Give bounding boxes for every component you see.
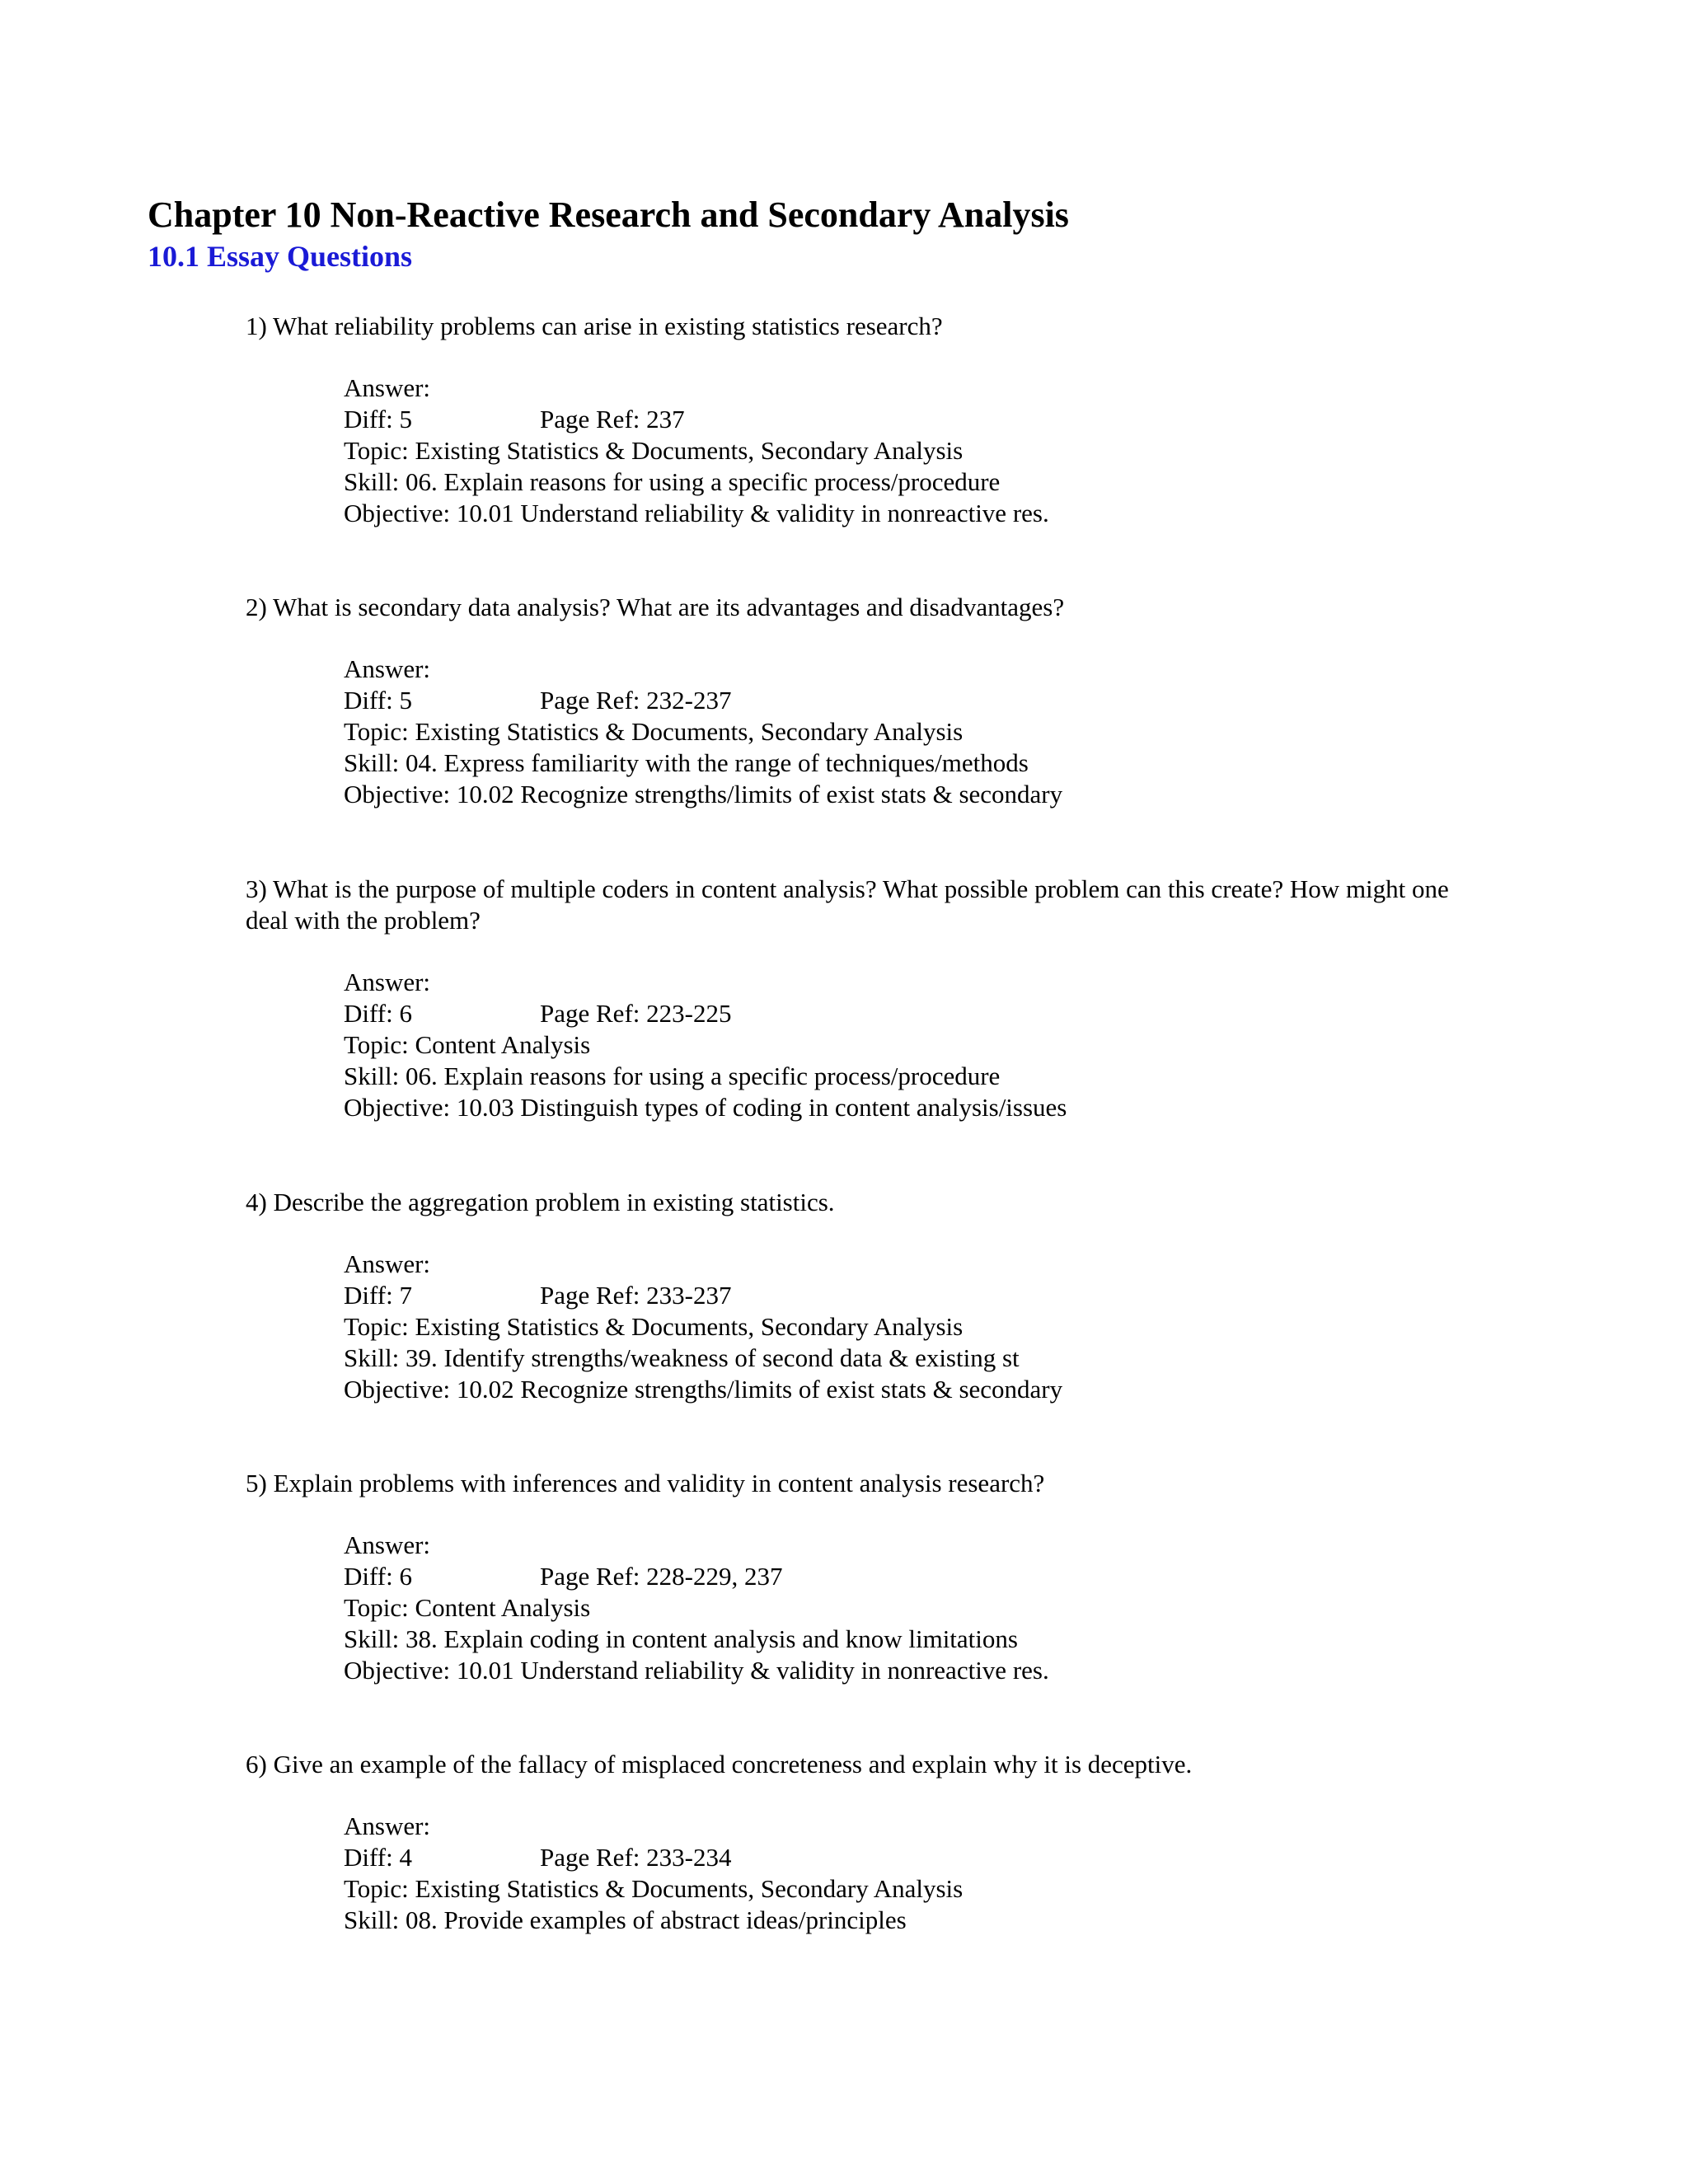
answer-label: Answer: (344, 1249, 431, 1278)
objective: Objective: 10.01 Understand reliability & validity in nonreactive res. (344, 499, 1049, 527)
difficulty: Diff: 5 (344, 686, 412, 715)
diff-pageref-line (344, 1842, 1465, 1873)
page-ref: Page Ref: 223-225 (540, 999, 732, 1028)
question-text: 1) What reliability problems can arise in existing statistics research? (246, 312, 943, 340)
objective: Objective: 10.03 Distinguish types of coding in content analysis/issues (344, 1093, 1067, 1122)
difficulty: Diff: 4 (344, 1843, 412, 1872)
skill: Skill: 04. Express familiarity with the range of techniques/methods (344, 748, 1029, 777)
question-metadata (344, 373, 1465, 529)
diff-pageref-line (344, 998, 1465, 1029)
question-text: 3) What is the purpose of multiple coders in content analysis? What possible problem can this create? How might one deal with the problem? (246, 874, 1449, 935)
diff-pageref-line (344, 404, 1465, 435)
question-block (246, 874, 1465, 1123)
question-text: 4) Describe the aggregation problem in existing statistics. (246, 1188, 835, 1216)
question-metadata (344, 1530, 1465, 1686)
question-block (246, 1187, 1465, 1405)
page-ref: Page Ref: 232-237 (540, 686, 732, 715)
question-text: 6) Give an example of the fallacy of misplaced concreteness and explain why it is deceptive. (246, 1750, 1193, 1779)
objective: Objective: 10.02 Recognize strengths/limits of exist stats & secondary (344, 780, 1063, 808)
section-title: 10.1 Essay Questions (148, 240, 413, 273)
answer-label: Answer: (344, 373, 431, 402)
chapter-title: Chapter 10 Non-Reactive Research and Secondary Analysis (148, 194, 1069, 235)
answer-label: Answer: (344, 1530, 431, 1559)
topic: Topic: Content Analysis (344, 1593, 591, 1622)
skill: Skill: 06. Explain reasons for using a specific process/procedure (344, 467, 1001, 496)
page-ref: Page Ref: 233-234 (540, 1843, 732, 1872)
topic: Topic: Existing Statistics & Documents, Secondary Analysis (344, 717, 964, 746)
question-text: 5) Explain problems with inferences and validity in content analysis research? (246, 1469, 1045, 1497)
diff-pageref-line (344, 685, 1465, 716)
question-metadata (344, 1249, 1465, 1405)
topic: Topic: Existing Statistics & Documents, Secondary Analysis (344, 436, 964, 465)
question-metadata (344, 654, 1465, 810)
question-text: 2) What is secondary data analysis? What are its advantages and disadvantages? (246, 593, 1065, 621)
difficulty: Diff: 7 (344, 1281, 412, 1310)
topic: Topic: Existing Statistics & Documents, Secondary Analysis (344, 1874, 964, 1903)
question-block (246, 1468, 1465, 1686)
skill: Skill: 06. Explain reasons for using a specific process/procedure (344, 1062, 1001, 1090)
question-block (246, 311, 1465, 529)
answer-label: Answer: (344, 1811, 431, 1840)
question-metadata (344, 967, 1465, 1123)
objective: Objective: 10.02 Recognize strengths/limits of exist stats & secondary (344, 1375, 1063, 1404)
page-ref: Page Ref: 228-229, 237 (540, 1562, 783, 1591)
question-metadata (344, 1811, 1465, 1936)
difficulty: Diff: 6 (344, 1562, 412, 1591)
difficulty: Diff: 6 (344, 999, 412, 1028)
diff-pageref-line (344, 1280, 1465, 1311)
page-ref: Page Ref: 237 (540, 405, 685, 434)
skill: Skill: 08. Provide examples of abstract ideas/principles (344, 1905, 907, 1934)
difficulty: Diff: 5 (344, 405, 412, 434)
question-block (246, 1749, 1465, 1936)
skill: Skill: 38. Explain coding in content analysis and know limitations (344, 1624, 1018, 1653)
skill: Skill: 39. Identify strengths/weakness of second data & existing st (344, 1343, 1020, 1372)
objective: Objective: 10.01 Understand reliability & validity in nonreactive res. (344, 1656, 1049, 1685)
topic: Topic: Existing Statistics & Documents, Secondary Analysis (344, 1312, 964, 1341)
diff-pageref-line (344, 1561, 1465, 1592)
page-ref: Page Ref: 233-237 (540, 1281, 732, 1310)
answer-label: Answer: (344, 968, 431, 996)
answer-label: Answer: (344, 654, 431, 683)
question-block (246, 592, 1465, 810)
topic: Topic: Content Analysis (344, 1030, 591, 1059)
